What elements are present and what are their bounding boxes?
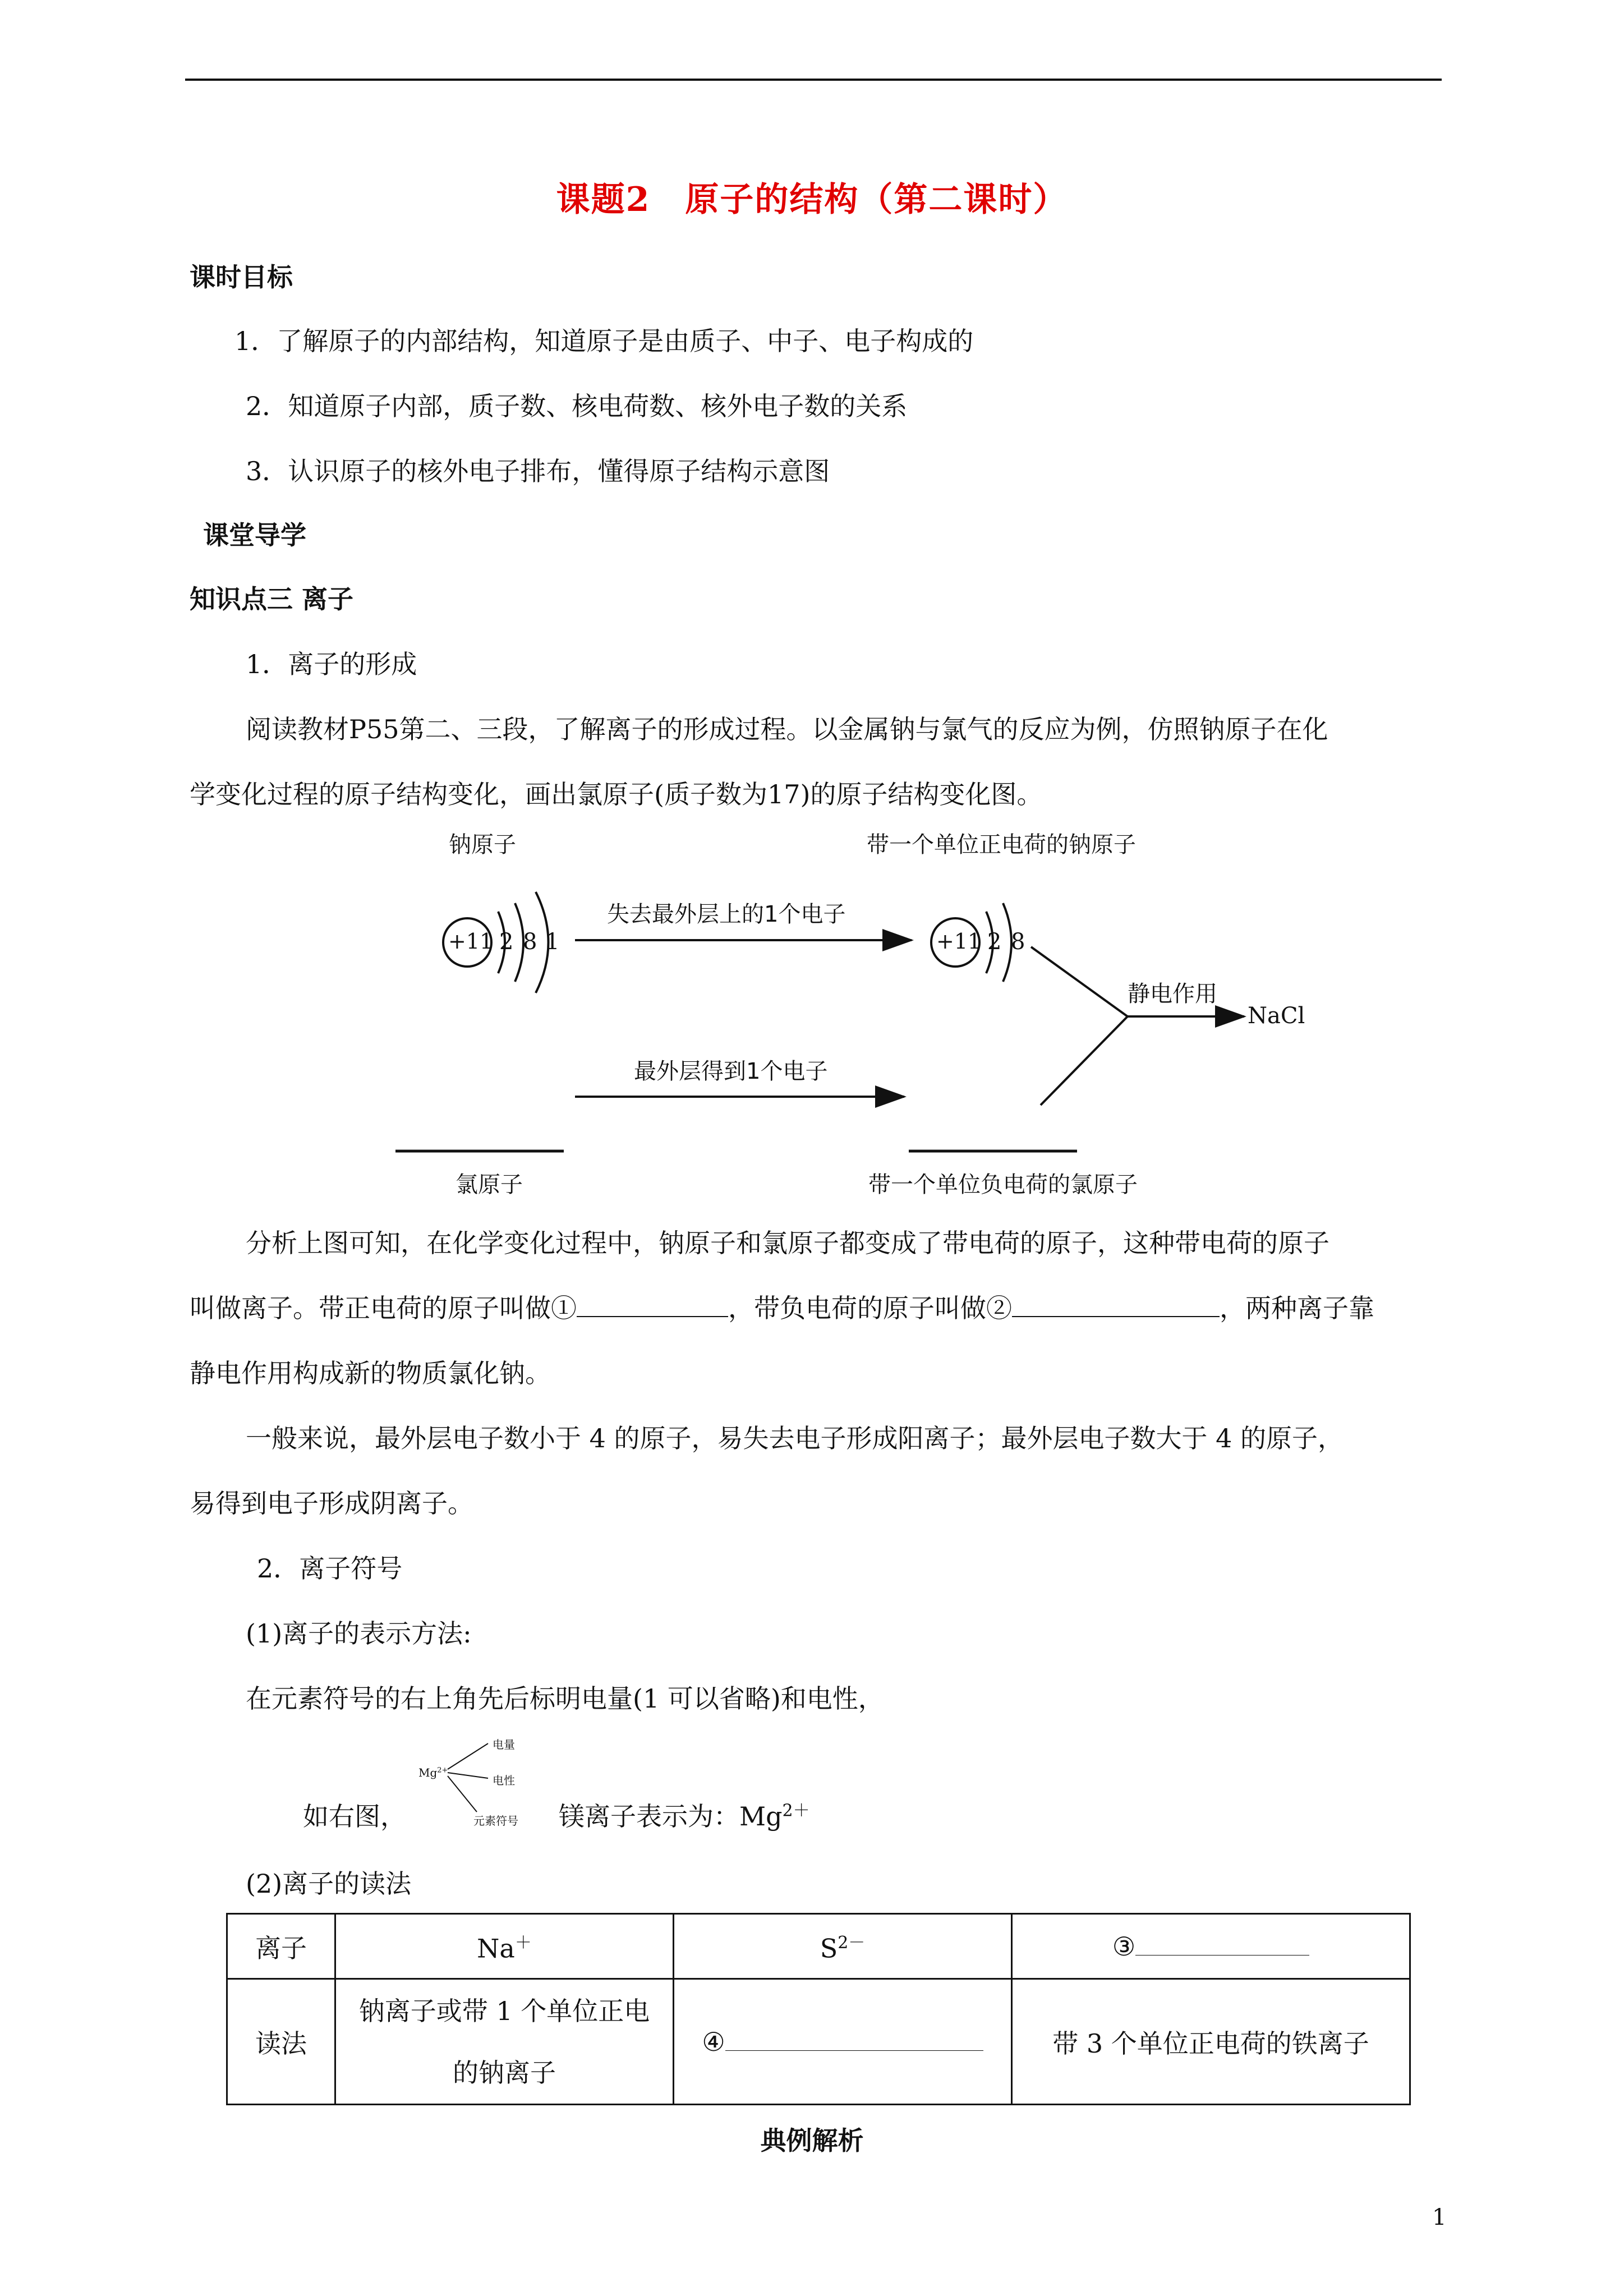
- goal-item-3: 3．认识原子的核外电子排布，懂得原子结构示意图: [246, 456, 830, 486]
- table-cell-na: [335, 1914, 674, 1979]
- examples-heading: 典例解析: [760, 2125, 864, 2156]
- na-shell-arc-2: [515, 903, 523, 982]
- mg-label-charge: 电量: [493, 1738, 515, 1751]
- guide-heading: 课堂导学: [203, 520, 306, 550]
- answer-blank-1[interactable]: [577, 1294, 728, 1317]
- nacl-product: NaCl: [1248, 1003, 1305, 1029]
- page-number: 1: [1432, 2205, 1447, 2230]
- analysis-line3: 静电作用构成新的物质氯化钠。: [190, 1358, 551, 1388]
- ion-symbol-subheading: 2．离子符号: [257, 1553, 403, 1584]
- table-cell-s: [674, 1914, 1012, 1979]
- mg-ion-sup: 2＋: [782, 1801, 810, 1821]
- notation-method-text: 在元素符号的右上角先后标明电量(1 可以省略)和电性，: [246, 1683, 884, 1714]
- mg-label-element: 元素符号: [473, 1814, 518, 1828]
- na-ion-shell-arc-2: [1003, 903, 1011, 982]
- mg-label-sign: 电性: [493, 1774, 515, 1787]
- answer-blank-4[interactable]: [725, 2028, 983, 2051]
- na-ion-shell-2: 8: [1011, 929, 1025, 955]
- mg-mini-sup: 2+: [437, 1766, 448, 1775]
- mg-pointer-element: [448, 1776, 477, 1812]
- general-rule-line1: 一般来说，最外层电子数小于 4 的原子，易失去电子形成阳离子；最外层电子数大于 4 的原子，: [246, 1423, 1344, 1453]
- mg-ion-text: [559, 1796, 810, 1833]
- analysis-line2-text-b: ，带负电荷的原子叫做②: [728, 1293, 1012, 1323]
- na-sup: ＋: [514, 1933, 532, 1953]
- s-sup: 2－: [838, 1933, 866, 1953]
- ion-reading-table: [226, 1913, 1411, 2105]
- table-cell-fe-reading: 带 3 个单位正电荷的铁离子: [1012, 1979, 1410, 2105]
- mg-ion-text-main: 镁离子表示为：Mg: [559, 1801, 783, 1832]
- ion-formation-diagram: [0, 813, 1624, 1217]
- converge-line-bottom: [1041, 1016, 1128, 1105]
- knowledge-heading: 知识点三 离子: [190, 584, 354, 614]
- gain-electron-label: 最外层得到1个电子: [634, 1059, 828, 1084]
- analysis-line2: [190, 1288, 1374, 1325]
- table-row: [227, 1979, 1410, 2105]
- lose-electron-label: 失去最外层上的1个电子: [607, 901, 846, 927]
- table-cell-na-reading: [335, 1979, 674, 2105]
- blank3-marker: ③: [1112, 1931, 1136, 1962]
- reading-method-heading: (2)离子的读法: [246, 1869, 412, 1899]
- na-shell-2: 8: [523, 929, 537, 955]
- analysis-line1: 分析上图可知，在化学变化过程中，钠原子和氯原子都变成了带电荷的原子，这种带电荷的原子: [246, 1228, 1329, 1258]
- mg-mini-symbol-text: Mg: [418, 1766, 438, 1779]
- answer-blank-3[interactable]: [1135, 1932, 1309, 1955]
- analysis-line2-text-c: ，两种离子靠: [1220, 1293, 1374, 1323]
- table-cell-head-reading: 读法: [227, 1979, 335, 2105]
- goal-item-1: 1．了解原子的内部结构，知道原子是由质子、中子、电子构成的: [234, 326, 974, 356]
- diagram-svg: [0, 813, 1624, 1217]
- s-symbol: S: [820, 1933, 838, 1964]
- na-atom-label: 钠原子: [449, 832, 516, 858]
- na-nucleus-charge: +11: [448, 929, 494, 954]
- table-cell-blank3: [1012, 1914, 1410, 1979]
- table-cell-blank4: [674, 1979, 1012, 2105]
- reading-instruction-line1: 阅读教材P55第二、三段，了解离子的形成过程。以金属钠与氯气的反应为例，仿照钠原子在化: [246, 714, 1328, 744]
- na-shell-1: 2: [499, 929, 514, 955]
- analysis-line2-text-a: 叫做离子。带正电荷的原子叫做①: [190, 1293, 577, 1323]
- as-figure-text: 如右图，: [303, 1801, 406, 1832]
- mg-notation-figure: [415, 1728, 561, 1834]
- goals-heading: 课时目标: [190, 262, 293, 292]
- header-rule: [185, 79, 1442, 81]
- notation-method-heading: (1)离子的表示方法:: [246, 1618, 472, 1649]
- na-reading-line1: 钠离子或带 1 个单位正电: [358, 1995, 650, 2026]
- cl-ion-label: 带一个单位负电荷的氯原子: [868, 1172, 1138, 1198]
- mg-pointer-charge: [448, 1743, 488, 1769]
- table-cell-head-ion: 离子: [227, 1914, 335, 1979]
- na-symbol: Na: [477, 1933, 515, 1964]
- table-row: [227, 1914, 1410, 1979]
- blank4-marker: ④: [702, 2026, 725, 2057]
- page-title: 课题2 原子的结构（第二课时）: [556, 180, 1068, 219]
- goal-item-2: 2．知道原子内部，质子数、核电荷数、核外电子数的关系: [246, 391, 908, 421]
- ion-formation-subheading: 1．离子的形成: [246, 649, 417, 679]
- answer-blank-2[interactable]: [1012, 1294, 1220, 1317]
- na-ion-shell-1: 2: [987, 929, 1002, 955]
- reading-instruction-line2: 学变化过程的原子结构变化，画出氯原子(质子数为17)的原子结构变化图。: [190, 779, 1043, 809]
- na-ion-nucleus-charge: +11: [936, 929, 982, 954]
- static-force-label: 静电作用: [1128, 981, 1217, 1007]
- general-rule-line2: 易得到电子形成阴离子。: [190, 1488, 473, 1519]
- mg-pointer-sign: [448, 1773, 488, 1778]
- na-ion-label: 带一个单位正电荷的钠原子: [867, 832, 1136, 858]
- na-shell-3: 1: [545, 929, 560, 955]
- na-reading-line2: 的钠离子: [453, 2057, 556, 2088]
- cl-atom-label: 氯原子: [456, 1172, 523, 1198]
- converge-line-top: [1031, 947, 1128, 1016]
- mg-mini-symbol: [418, 1766, 448, 1779]
